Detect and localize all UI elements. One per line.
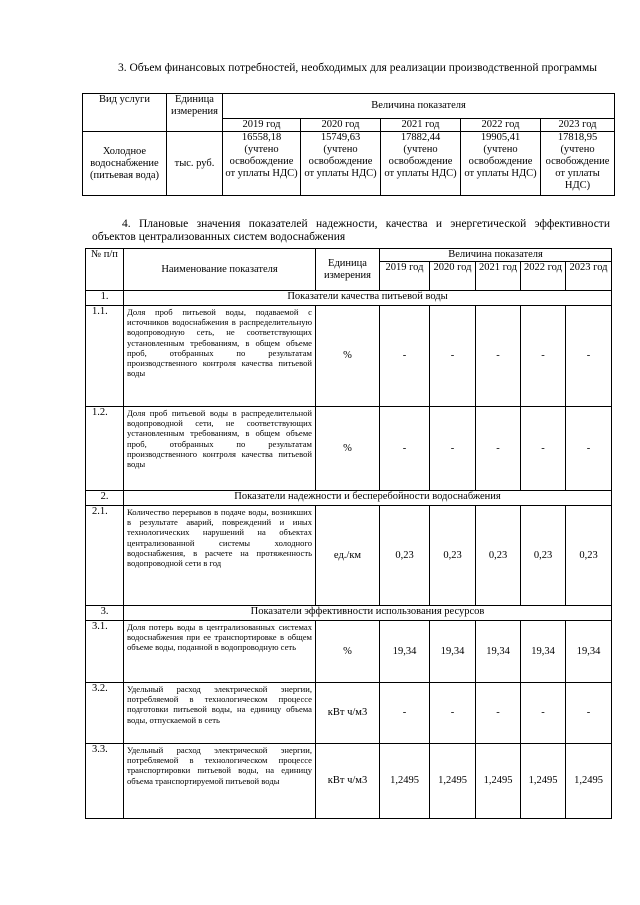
indicator-name: Доля потерь воды в централизованных системах водоснабжения при ее транспортировке в общем объеме воды, поданной в водопроводную сеть (124, 621, 316, 683)
indicator-value: 19,34 (430, 621, 476, 683)
indicator-value: - (430, 683, 476, 744)
year-header: 2020 год (430, 262, 476, 291)
indicator-value: - (380, 683, 430, 744)
col-header-value: Величина показателя (380, 249, 612, 262)
indicator-value: - (380, 407, 430, 491)
year-header: 2021 год (476, 262, 521, 291)
indicator-name: Доля проб питьевой воды, подаваемой с источников водоснабжения в распределительную водопроводную сеть, не соответствующих установленным требованиям, в общем объеме проб, отобранных по результатам производственного контроля качества питьевой воды (124, 306, 316, 407)
indicator-value: 1,2495 (476, 744, 521, 819)
indicator-value: 19,34 (380, 621, 430, 683)
col-header-service: Вид услуги (83, 94, 167, 132)
indicator-value: - (476, 306, 521, 407)
indicator-value: - (380, 306, 430, 407)
section-number: 1. (86, 291, 124, 306)
year-header: 2019 год (223, 119, 301, 132)
indicator-name: Доля проб питьевой воды в распределительной водопроводной сети, не соответствующих установленным требованиям, в общем объеме проб, отобранных по результатам производственного контроля качества питьевой воды (124, 407, 316, 491)
indicator-name: Удельный расход электрической энергии, потребляемой в технологическом процессе транспортировки питьевой воды, на единицу объема транспортируемой питьевой воды (124, 744, 316, 819)
year-header: 2023 год (541, 119, 615, 132)
indicator-unit: % (316, 621, 380, 683)
value-cell: 15749,63 (учтено освобождение от уплаты НДС) (301, 132, 381, 196)
section3-heading: 3. Объем финансовых потребностей, необходимых для реализации производственной программы (118, 62, 597, 74)
indicator-value: 1,2495 (380, 744, 430, 819)
row-number: 3.2. (86, 683, 124, 744)
section-title: Показатели качества питьевой воды (124, 291, 612, 306)
indicator-value: 0,23 (521, 506, 566, 606)
indicator-value: 19,34 (521, 621, 566, 683)
year-header: 2023 год (566, 262, 612, 291)
indicator-value: - (476, 407, 521, 491)
row-number: 1.1. (86, 306, 124, 407)
indicator-value: 1,2495 (566, 744, 612, 819)
row-number: 1.2. (86, 407, 124, 491)
indicator-value: 1,2495 (430, 744, 476, 819)
indicator-name: Удельный расход электрической энергии, потребляемой в технологическом процессе подготовки питьевой воды, на единицу объема воды, отпускаемой в сеть (124, 683, 316, 744)
indicator-value: - (476, 683, 521, 744)
indicator-value: 19,34 (476, 621, 521, 683)
indicator-value: 19,34 (566, 621, 612, 683)
indicator-unit: кВт ч/м3 (316, 683, 380, 744)
section4-heading: 4. Плановые значения показателей надежности, качества и энергетической эффективности объектов централизованных систем водоснабжения (92, 218, 610, 243)
indicator-name: Количество перерывов в подаче воды, возникших в результате аварий, повреждений и иных технологических нарушений на объектах централизованной системы холодного водоснабжения, в расчете на протяженность водопроводной сети в год (124, 506, 316, 606)
indicator-value: 0,23 (380, 506, 430, 606)
year-header: 2021 год (381, 119, 461, 132)
row-number: 3.3. (86, 744, 124, 819)
section-title: Показатели эффективности использования ресурсов (124, 606, 612, 621)
section-number: 3. (86, 606, 124, 621)
indicator-value: - (566, 306, 612, 407)
value-cell: 17882,44 (учтено освобождение от уплаты НДС) (381, 132, 461, 196)
unit-cell: тыс. руб. (167, 132, 223, 196)
indicator-unit: % (316, 407, 380, 491)
indicator-value: 1,2495 (521, 744, 566, 819)
col-header-num: № п/п (86, 249, 124, 291)
indicator-value: 0,23 (566, 506, 612, 606)
indicator-value: - (430, 306, 476, 407)
indicator-value: - (521, 306, 566, 407)
service-name-cell: Холодное водоснабжение (питьевая вода) (83, 132, 167, 196)
indicator-unit: кВт ч/м3 (316, 744, 380, 819)
year-header: 2019 год (380, 262, 430, 291)
indicator-unit: % (316, 306, 380, 407)
col-header-unit: Единица измерения (316, 249, 380, 291)
indicators-table (85, 248, 612, 819)
value-cell: 17818,95 (учтено освобождение от уплаты НДС) (541, 132, 615, 196)
indicator-value: 0,23 (430, 506, 476, 606)
row-number: 2.1. (86, 506, 124, 606)
indicator-value: - (566, 407, 612, 491)
section-number: 2. (86, 491, 124, 506)
section-title: Показатели надежности и бесперебойности водоснабжения (124, 491, 612, 506)
year-header: 2022 год (521, 262, 566, 291)
col-header-unit: Единица измерения (167, 94, 223, 132)
year-header: 2020 год (301, 119, 381, 132)
year-header: 2022 год (461, 119, 541, 132)
indicator-value: - (566, 683, 612, 744)
col-header-value: Величина показателя (223, 94, 615, 119)
value-cell: 19905,41 (учтено освобождение от уплаты НДС) (461, 132, 541, 196)
value-cell: 16558,18 (учтено освобождение от уплаты НДС) (223, 132, 301, 196)
indicator-value: - (521, 407, 566, 491)
indicator-value: - (521, 683, 566, 744)
financial-needs-table (82, 93, 615, 196)
row-number: 3.1. (86, 621, 124, 683)
indicator-value: - (430, 407, 476, 491)
indicator-unit: ед./км (316, 506, 380, 606)
indicator-value: 0,23 (476, 506, 521, 606)
col-header-name: Наименование показателя (124, 249, 316, 291)
